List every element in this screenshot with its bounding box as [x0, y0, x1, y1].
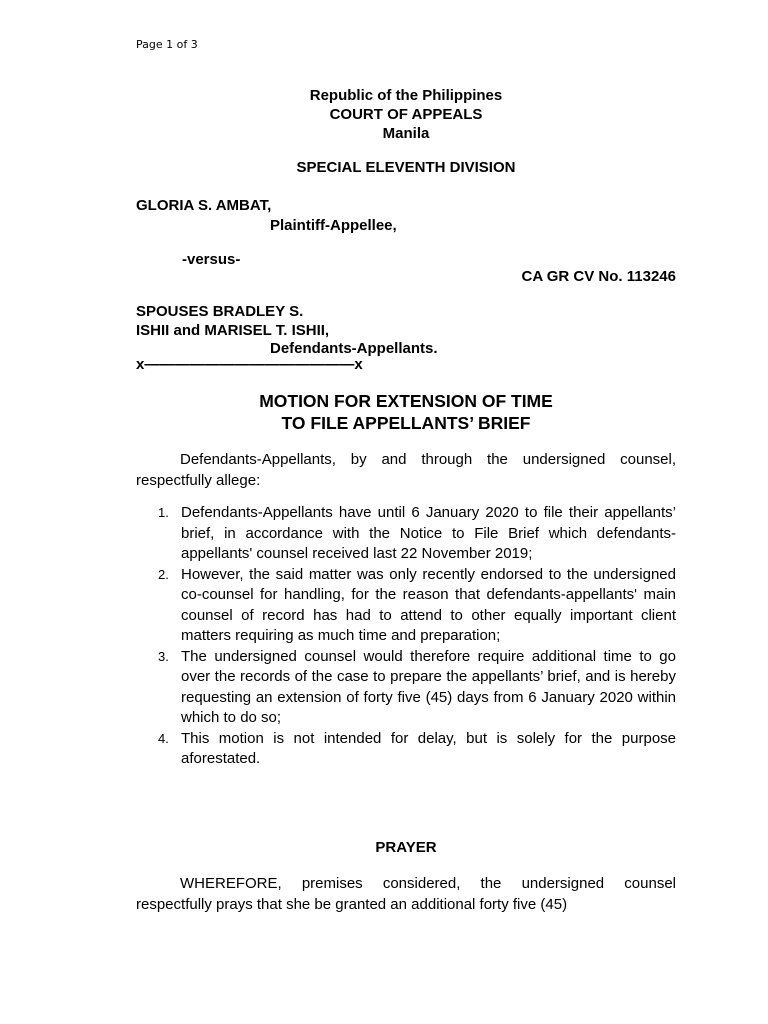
list-item — [136, 503, 676, 565]
header-republic: Republic of the Philippines — [309, 87, 503, 104]
versus-label: -versus- — [182, 251, 241, 268]
prayer-paragraph — [136, 874, 676, 915]
list-item-text: This motion is not intended for delay, but is solely for the purpose aforestated. — [181, 729, 676, 767]
caption-separator: x——————————————x — [136, 356, 363, 373]
motion-title — [136, 390, 676, 434]
defendant-role: Defendants-Appellants. — [270, 340, 438, 357]
intro-paragraph — [136, 450, 676, 491]
header-city: Manila — [382, 125, 430, 142]
defendant-name-line2: ISHII and MARISEL T. ISHII, — [136, 322, 330, 339]
list-item — [136, 565, 676, 647]
prayer-heading: PRAYER — [375, 839, 437, 856]
division-title: SPECIAL ELEVENTH DIVISION — [296, 159, 516, 176]
list-item — [136, 729, 676, 770]
list-item-number: 2. — [158, 566, 169, 582]
list-item-text: The undersigned counsel would therefore require additional time to go over the records of the case to prepare the appellants’ brief, and is hereby requesting an extension of forty five (45) days from 6 January 2020 within which to do so; — [181, 647, 676, 726]
intro-text: Defendants-Appellants, by and through the undersigned counsel, respectfully allege: — [136, 451, 676, 489]
list-item-number: 1. — [158, 505, 169, 520]
motion-title-line2: TO FILE APPELLANTS’ BRIEF — [281, 413, 531, 433]
court-header — [136, 86, 676, 143]
motion-title-line1: MOTION FOR EXTENSION OF TIME — [259, 391, 553, 411]
header-court: COURT OF APPEALS — [329, 106, 483, 123]
prayer-text: WHEREFORE, premises considered, the undersigned counsel respectfully prays that she be granted an additional forty five (45) — [136, 875, 676, 913]
plaintiff-name: GLORIA S. AMBAT, — [136, 197, 272, 214]
plaintiff-role: Plaintiff-Appellee, — [270, 217, 397, 234]
list-item-number: 4. — [158, 730, 169, 746]
case-number: CA GR CV No. 113246 — [521, 268, 676, 285]
allegations-list — [136, 503, 676, 770]
list-item-text: Defendants-Appellants have until 6 January 2020 to file their appellants’ brief, in accordance with the Notice to File Brief which defendants-appellants' counsel received last 22 November 2019; — [181, 504, 676, 562]
page-number: Page 1 of 3 — [136, 38, 198, 51]
list-item — [136, 647, 676, 729]
list-item-number: 3. — [158, 648, 169, 664]
defendant-name-line1: SPOUSES BRADLEY S. — [136, 303, 304, 320]
list-item-text: However, the said matter was only recently endorsed to the undersigned co-counsel for handling, for the reason that defendants-appellants' main counsel of record has had to attend to other equally important client matters requiring as much time and preparation; — [181, 565, 676, 644]
